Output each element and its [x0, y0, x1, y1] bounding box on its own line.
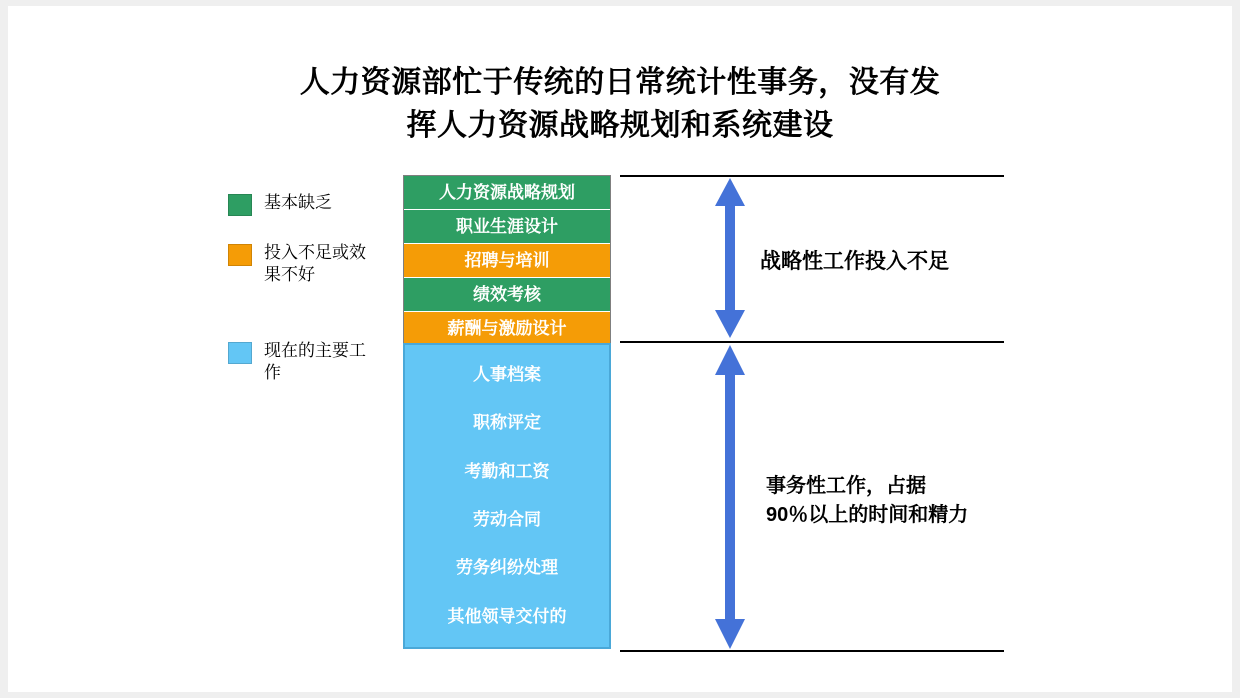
page-title-line-2: 挥人力资源战略规划和系统建设 [406, 108, 834, 142]
list-item: 人事档案 [473, 364, 541, 384]
legend-label-current-main: 现在的主要工作 [264, 341, 366, 383]
page-title [160, 62, 1080, 147]
legend-label-insufficient: 投入不足或效果不好 [264, 243, 366, 285]
page-title-line-1: 人力资源部忙于传统的日常统计性事务，没有发 [299, 66, 941, 99]
list-item: 考勤和工资 [464, 461, 550, 481]
slide-frame-left [0, 0, 8, 698]
annotation-operational [766, 472, 1036, 530]
strategic-stack [403, 175, 611, 347]
divider-line-top [620, 175, 1004, 177]
stack-row: 绩效考核 [404, 278, 610, 312]
stack-row: 薪酬与激励设计 [404, 312, 610, 346]
slide-frame-top [0, 0, 1240, 6]
double-arrow-icon-operational [712, 345, 748, 649]
legend-label-lacking: 基本缺乏 [264, 193, 332, 212]
slide-frame-bottom [0, 692, 1240, 698]
legend-swatch-blue [228, 342, 252, 364]
legend [228, 192, 388, 410]
list-item: 职称评定 [473, 413, 541, 433]
legend-item-current-main [228, 340, 388, 384]
list-item: 劳务纠纷处理 [456, 558, 558, 578]
list-item: 劳动合同 [473, 509, 541, 529]
annotation-operational-line-1: 事务性工作，占据 [766, 475, 926, 497]
divider-line-bottom [620, 650, 1004, 652]
legend-item-insufficient [228, 242, 388, 286]
legend-swatch-green [228, 194, 252, 216]
annotation-operational-line-2: 90％以上的时间和精力 [766, 504, 969, 526]
annotation-strategic: 战略性工作投入不足 [760, 250, 949, 273]
double-arrow-icon-strategic [712, 178, 748, 338]
legend-swatch-orange [228, 244, 252, 266]
operational-block [403, 343, 611, 649]
stack-row: 职业生涯设计 [404, 210, 610, 244]
slide-frame-right [1232, 0, 1240, 698]
stack-row: 人力资源战略规划 [404, 176, 610, 210]
divider-line-middle [620, 341, 1004, 343]
stack-row: 招聘与培训 [404, 244, 610, 278]
list-item: 其他领导交付的 [447, 606, 567, 626]
legend-item-lacking [228, 192, 388, 216]
